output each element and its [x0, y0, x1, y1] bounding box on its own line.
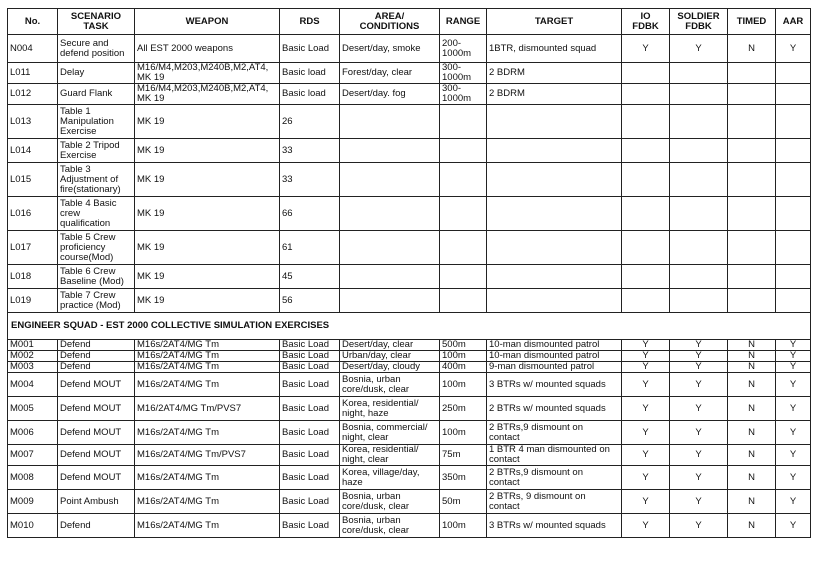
- cell-target: 2 BTRs,9 dismount on contact: [487, 421, 622, 445]
- cell-rds: Basic Load: [280, 421, 340, 445]
- cell-timed: N: [728, 35, 776, 63]
- cell-area: [340, 265, 440, 289]
- cell-timed: N: [728, 445, 776, 466]
- cell-soldier: Y: [670, 362, 728, 373]
- cell-rds: Basic Load: [280, 351, 340, 362]
- header-timed: TIMED: [728, 9, 776, 35]
- cell-soldier: Y: [670, 340, 728, 351]
- cell-aar: Y: [776, 466, 811, 490]
- cell-weapon: M16s/2AT4/MG Tm: [135, 490, 280, 514]
- cell-aar: Y: [776, 373, 811, 397]
- cell-timed: [728, 289, 776, 313]
- cell-io: Y: [622, 445, 670, 466]
- cell-target: [487, 139, 622, 163]
- cell-timed: N: [728, 490, 776, 514]
- cell-no: M005: [8, 397, 58, 421]
- cell-soldier: Y: [670, 466, 728, 490]
- cell-io: Y: [622, 421, 670, 445]
- cell-target: 2 BDRM: [487, 84, 622, 105]
- cell-timed: [728, 63, 776, 84]
- cell-target: 10-man dismounted patrol: [487, 340, 622, 351]
- cell-rds: Basic Load: [280, 35, 340, 63]
- cell-target: 3 BTRs w/ mounted squads: [487, 373, 622, 397]
- cell-target: 2 BTRs w/ mounted squads: [487, 397, 622, 421]
- cell-area: Bosnia, commercial/ night, clear: [340, 421, 440, 445]
- cell-target: 10-man dismounted patrol: [487, 351, 622, 362]
- cell-task: Defend MOUT: [58, 421, 135, 445]
- cell-aar: Y: [776, 514, 811, 538]
- cell-rds: 33: [280, 163, 340, 197]
- cell-aar: [776, 265, 811, 289]
- cell-timed: N: [728, 397, 776, 421]
- scenario-table: [7, 8, 811, 538]
- cell-io: [622, 105, 670, 139]
- cell-range: 350m: [440, 466, 487, 490]
- cell-weapon: MK 19: [135, 139, 280, 163]
- training-document: [7, 8, 810, 538]
- cell-timed: N: [728, 340, 776, 351]
- cell-area: Desert/day, smoke: [340, 35, 440, 63]
- cell-io: [622, 163, 670, 197]
- cell-rds: 45: [280, 265, 340, 289]
- cell-area: Desert/day, clear: [340, 340, 440, 351]
- cell-rds: Basic Load: [280, 445, 340, 466]
- cell-io: Y: [622, 514, 670, 538]
- cell-target: [487, 289, 622, 313]
- table-body-lanes: [8, 35, 811, 313]
- cell-range: 300- 1000m: [440, 63, 487, 84]
- cell-timed: N: [728, 514, 776, 538]
- cell-weapon: M16s/2AT4/MG Tm: [135, 340, 280, 351]
- cell-range: [440, 289, 487, 313]
- table-row: [8, 362, 811, 373]
- cell-area: [340, 163, 440, 197]
- cell-area: Korea, village/day, haze: [340, 466, 440, 490]
- cell-range: 400m: [440, 362, 487, 373]
- cell-rds: Basic Load: [280, 490, 340, 514]
- cell-io: Y: [622, 373, 670, 397]
- cell-aar: [776, 63, 811, 84]
- cell-task: Point Ambush: [58, 490, 135, 514]
- cell-no: M010: [8, 514, 58, 538]
- cell-timed: N: [728, 421, 776, 445]
- cell-weapon: MK 19: [135, 265, 280, 289]
- cell-soldier: Y: [670, 351, 728, 362]
- cell-timed: [728, 265, 776, 289]
- header-rds: RDS: [280, 9, 340, 35]
- cell-rds: 56: [280, 289, 340, 313]
- cell-weapon: M16s/2AT4/MG Tm: [135, 351, 280, 362]
- cell-aar: Y: [776, 490, 811, 514]
- cell-range: [440, 105, 487, 139]
- table-row: [8, 373, 811, 397]
- cell-soldier: Y: [670, 373, 728, 397]
- cell-range: [440, 163, 487, 197]
- table-section: [8, 313, 811, 340]
- cell-io: Y: [622, 490, 670, 514]
- cell-soldier: [670, 231, 728, 265]
- table-row: [8, 351, 811, 362]
- cell-area: [340, 231, 440, 265]
- cell-no: M008: [8, 466, 58, 490]
- cell-target: 1BTR, dismounted squad: [487, 35, 622, 63]
- table-row: [8, 163, 811, 197]
- cell-area: Bosnia, urban core/dusk, clear: [340, 373, 440, 397]
- cell-range: 75m: [440, 445, 487, 466]
- cell-no: M003: [8, 362, 58, 373]
- cell-no: L016: [8, 197, 58, 231]
- header-target: TARGET: [487, 9, 622, 35]
- cell-no: L018: [8, 265, 58, 289]
- header-range: RANGE: [440, 9, 487, 35]
- cell-range: 100m: [440, 421, 487, 445]
- cell-rds: 33: [280, 139, 340, 163]
- table-row: [8, 265, 811, 289]
- cell-rds: Basic load: [280, 63, 340, 84]
- header-scenario-task: SCENARIO TASK: [58, 9, 135, 35]
- cell-weapon: MK 19: [135, 197, 280, 231]
- table-row: [8, 231, 811, 265]
- header-row: [8, 9, 811, 35]
- cell-no: N004: [8, 35, 58, 63]
- cell-soldier: Y: [670, 397, 728, 421]
- cell-weapon: MK 19: [135, 163, 280, 197]
- table-row: [8, 63, 811, 84]
- cell-target: [487, 265, 622, 289]
- cell-no: M007: [8, 445, 58, 466]
- cell-io: [622, 139, 670, 163]
- cell-timed: [728, 231, 776, 265]
- cell-range: 300- 1000m: [440, 84, 487, 105]
- header-io-fdbk: IO FDBK: [622, 9, 670, 35]
- cell-range: 200- 1000m: [440, 35, 487, 63]
- cell-area: [340, 139, 440, 163]
- cell-task: Table 1 Manipulation Exercise: [58, 105, 135, 139]
- cell-timed: [728, 84, 776, 105]
- cell-weapon: M16/2AT4/MG Tm/PVS7: [135, 397, 280, 421]
- cell-soldier: Y: [670, 514, 728, 538]
- cell-aar: Y: [776, 351, 811, 362]
- header-aar: AAR: [776, 9, 811, 35]
- cell-no: L013: [8, 105, 58, 139]
- cell-soldier: [670, 289, 728, 313]
- cell-io: Y: [622, 351, 670, 362]
- cell-aar: [776, 197, 811, 231]
- cell-timed: N: [728, 373, 776, 397]
- table-row: [8, 35, 811, 63]
- cell-target: 2 BDRM: [487, 63, 622, 84]
- table-row: [8, 139, 811, 163]
- cell-no: M009: [8, 490, 58, 514]
- cell-rds: Basic Load: [280, 373, 340, 397]
- cell-soldier: Y: [670, 445, 728, 466]
- cell-range: 250m: [440, 397, 487, 421]
- cell-aar: Y: [776, 445, 811, 466]
- cell-range: [440, 265, 487, 289]
- cell-soldier: [670, 163, 728, 197]
- cell-area: Urban/day, clear: [340, 351, 440, 362]
- cell-area: Bosnia, urban core/dusk, clear: [340, 514, 440, 538]
- cell-aar: Y: [776, 421, 811, 445]
- cell-rds: 66: [280, 197, 340, 231]
- table-row: [8, 421, 811, 445]
- cell-target: 9-man dismounted patrol: [487, 362, 622, 373]
- cell-io: Y: [622, 35, 670, 63]
- cell-timed: [728, 163, 776, 197]
- cell-no: L019: [8, 289, 58, 313]
- cell-timed: N: [728, 351, 776, 362]
- cell-target: [487, 197, 622, 231]
- cell-aar: Y: [776, 362, 811, 373]
- cell-rds: 61: [280, 231, 340, 265]
- cell-io: Y: [622, 466, 670, 490]
- cell-no: M004: [8, 373, 58, 397]
- cell-no: M006: [8, 421, 58, 445]
- cell-area: Korea, residential/ night, clear: [340, 445, 440, 466]
- cell-task: Defend: [58, 362, 135, 373]
- cell-soldier: [670, 139, 728, 163]
- cell-aar: [776, 105, 811, 139]
- cell-soldier: Y: [670, 421, 728, 445]
- cell-task: Defend: [58, 340, 135, 351]
- cell-weapon: M16s/2AT4/MG Tm/PVS7: [135, 445, 280, 466]
- cell-weapon: M16s/2AT4/MG Tm: [135, 514, 280, 538]
- cell-area: Korea, residential/ night, haze: [340, 397, 440, 421]
- cell-range: [440, 231, 487, 265]
- cell-rds: Basic load: [280, 84, 340, 105]
- cell-soldier: [670, 63, 728, 84]
- section-title: ENGINEER SQUAD - EST 2000 COLLECTIVE SIMULATION EXERCISES: [8, 313, 811, 340]
- table-row: [8, 445, 811, 466]
- cell-io: Y: [622, 362, 670, 373]
- table-row: [8, 466, 811, 490]
- cell-io: [622, 231, 670, 265]
- cell-range: 50m: [440, 490, 487, 514]
- cell-aar: Y: [776, 35, 811, 63]
- header-weapon: WEAPON: [135, 9, 280, 35]
- cell-rds: Basic Load: [280, 362, 340, 373]
- table-row: [8, 197, 811, 231]
- cell-weapon: M16/M4,M203,M240B,M2,AT4, MK 19: [135, 84, 280, 105]
- header-no: No.: [8, 9, 58, 35]
- cell-task: Defend MOUT: [58, 445, 135, 466]
- cell-range: [440, 197, 487, 231]
- cell-aar: Y: [776, 397, 811, 421]
- header-soldier-fdbk: SOLDIER FDBK: [670, 9, 728, 35]
- table-row: [8, 340, 811, 351]
- cell-io: [622, 63, 670, 84]
- cell-task: Table 7 Crew practice (Mod): [58, 289, 135, 313]
- cell-task: Table 3 Adjustment of fire(stationary): [58, 163, 135, 197]
- cell-timed: N: [728, 466, 776, 490]
- table-row: [8, 84, 811, 105]
- cell-task: Defend MOUT: [58, 397, 135, 421]
- cell-no: L012: [8, 84, 58, 105]
- cell-range: [440, 139, 487, 163]
- table-row: [8, 514, 811, 538]
- cell-task: Defend: [58, 351, 135, 362]
- table-row: [8, 105, 811, 139]
- cell-soldier: [670, 197, 728, 231]
- cell-weapon: M16s/2AT4/MG Tm: [135, 373, 280, 397]
- cell-task: Secure and defend position: [58, 35, 135, 63]
- cell-no: L015: [8, 163, 58, 197]
- cell-target: 1 BTR 4 man dismounted on contact: [487, 445, 622, 466]
- cell-area: Bosnia, urban core/dusk, clear: [340, 490, 440, 514]
- cell-task: Table 5 Crew proficiency course(Mod): [58, 231, 135, 265]
- cell-area: Desert/day, cloudy: [340, 362, 440, 373]
- cell-weapon: MK 19: [135, 231, 280, 265]
- cell-no: L014: [8, 139, 58, 163]
- cell-no: L011: [8, 63, 58, 84]
- cell-aar: [776, 84, 811, 105]
- cell-no: M002: [8, 351, 58, 362]
- cell-target: 2 BTRs, 9 dismount on contact: [487, 490, 622, 514]
- cell-aar: [776, 231, 811, 265]
- cell-rds: 26: [280, 105, 340, 139]
- cell-soldier: [670, 105, 728, 139]
- cell-weapon: MK 19: [135, 105, 280, 139]
- cell-no: M001: [8, 340, 58, 351]
- cell-task: Defend MOUT: [58, 373, 135, 397]
- cell-io: Y: [622, 340, 670, 351]
- cell-io: [622, 197, 670, 231]
- cell-target: 3 BTRs w/ mounted squads: [487, 514, 622, 538]
- cell-target: [487, 105, 622, 139]
- cell-task: Table 2 Tripod Exercise: [58, 139, 135, 163]
- cell-soldier: Y: [670, 35, 728, 63]
- cell-area: Desert/day. fog: [340, 84, 440, 105]
- table-row: [8, 397, 811, 421]
- cell-rds: Basic Load: [280, 514, 340, 538]
- cell-target: [487, 163, 622, 197]
- cell-rds: Basic Load: [280, 340, 340, 351]
- cell-weapon: M16s/2AT4/MG Tm: [135, 421, 280, 445]
- cell-weapon: M16s/2AT4/MG Tm: [135, 466, 280, 490]
- cell-task: Defend: [58, 514, 135, 538]
- cell-io: Y: [622, 397, 670, 421]
- cell-area: [340, 289, 440, 313]
- cell-range: 100m: [440, 373, 487, 397]
- cell-weapon: M16s/2AT4/MG Tm: [135, 362, 280, 373]
- cell-timed: [728, 105, 776, 139]
- cell-timed: [728, 197, 776, 231]
- cell-weapon: M16/M4,M203,M240B,M2,AT4, MK 19: [135, 63, 280, 84]
- cell-soldier: [670, 84, 728, 105]
- cell-io: [622, 289, 670, 313]
- header-area-conditions: AREA/ CONDITIONS: [340, 9, 440, 35]
- cell-range: 100m: [440, 351, 487, 362]
- cell-range: 500m: [440, 340, 487, 351]
- table-row: [8, 289, 811, 313]
- table-row: [8, 490, 811, 514]
- cell-aar: Y: [776, 340, 811, 351]
- cell-target: 2 BTRs,9 dismount on contact: [487, 466, 622, 490]
- cell-soldier: Y: [670, 490, 728, 514]
- cell-weapon: All EST 2000 weapons: [135, 35, 280, 63]
- cell-task: Table 4 Basic crew qualification: [58, 197, 135, 231]
- cell-aar: [776, 163, 811, 197]
- cell-area: [340, 197, 440, 231]
- section-row: [8, 313, 811, 340]
- cell-range: 100m: [440, 514, 487, 538]
- cell-timed: [728, 139, 776, 163]
- cell-aar: [776, 139, 811, 163]
- cell-rds: Basic Load: [280, 397, 340, 421]
- cell-soldier: [670, 265, 728, 289]
- cell-rds: Basic Load: [280, 466, 340, 490]
- cell-area: Forest/day, clear: [340, 63, 440, 84]
- table-body-collective: [8, 340, 811, 538]
- cell-target: [487, 231, 622, 265]
- cell-no: L017: [8, 231, 58, 265]
- cell-task: Defend MOUT: [58, 466, 135, 490]
- cell-task: Table 6 Crew Baseline (Mod): [58, 265, 135, 289]
- cell-task: Delay: [58, 63, 135, 84]
- cell-io: [622, 265, 670, 289]
- cell-aar: [776, 289, 811, 313]
- cell-timed: N: [728, 362, 776, 373]
- cell-io: [622, 84, 670, 105]
- cell-task: Guard Flank: [58, 84, 135, 105]
- cell-weapon: MK 19: [135, 289, 280, 313]
- cell-area: [340, 105, 440, 139]
